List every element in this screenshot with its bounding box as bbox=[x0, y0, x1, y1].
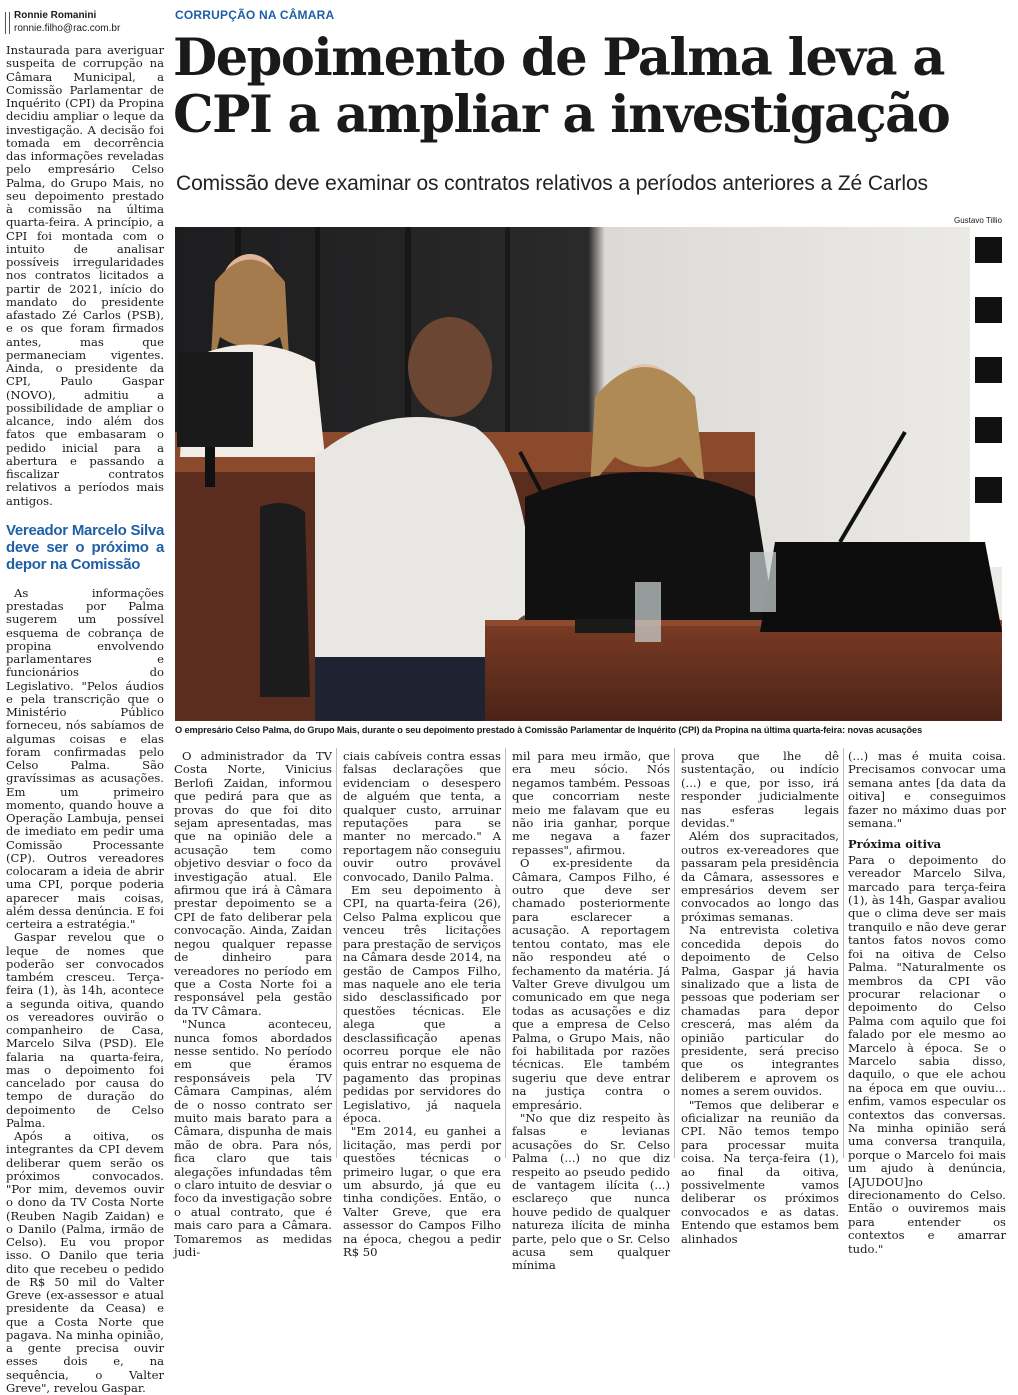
column-rule bbox=[505, 748, 506, 1158]
paragraph: "Em 2014, eu ganhei a licitação, mas perdi por questões técnicas o primeiro lugar, o que era um absurdo, já que eu tinha condições. Então, o Valter Greve, que era assessor do Campos Filho na época, chegou a pedir R$ 50 bbox=[343, 1124, 501, 1260]
paragraph: O ex-presidente da Câmara, Campos Filho, é outro que deve ser chamado posteriormente para esclarecer a acusação. A reportagem tentou contato, mas ele não respondeu até o fechamento da matéria. Já Valter Greve divulgou um comunicado em que nega todas as acusações e diz que a empresa de Celso Palma, o Grupo Mais, não foi habilitada por razões técnicas. Ele também sugeriu que deve entrar na justiça contra o empresário. bbox=[512, 856, 670, 1112]
column-rule bbox=[674, 748, 675, 1158]
paragraph: mil para meu irmão, que era meu sócio. Nós negamos também. Pessoas que concorriam neste meio me falavam que eu não iria ganhar, porque me negava a fazer repasses", afirmou. bbox=[512, 749, 670, 857]
column-rule bbox=[843, 748, 844, 1158]
column-rule bbox=[336, 748, 337, 1158]
section-heading: Próxima oitiva bbox=[848, 837, 942, 852]
intro-paragraph: Instaurada para averiguar suspeita de corrupção na Câmara Municipal, a Comissão Parlamentar de Inquérito (CPI) da Propina decidiu ampliar o leque da investigação. A decisão foi tomada em decorrência das informações reveladas pelo empresário Celso Palma, do Grupo Mais, no seu depoimento prestado à comissão na última quarta-feira. A princípio, a CPI foi montada com o intuito de analisar possíveis irregularidades nos contratos licitados a partir de 2021, início do mandato do presidente afastado Zé Carlos (PSB), e os que foram firmados antes, mas que permaneciam vigentes. Ainda, o presidente da CPI, Paulo Gaspar (NOVO), admitiu a possibilidade de ampliar o alcance, indo além dos fatos que embasaram o pedido inicial para a abertura e passando a fiscalizar contratos relativos a períodos mais antigos. bbox=[6, 43, 164, 508]
paragraph: As informações prestadas por Palma sugerem um possível esquema de cobrança de propina envolvendo parlamentares e funcionários do Legislativo. "Pelos áudios e pela transcrição que o Ministério Público forneceu, nós sabíamos de algumas coisas e elas foram confirmadas pelo Celso Palma. São gravíssimas as acusações. Em um primeiro momento, quando houve a Operação Lambuja, pensei de imediato em pedir uma Comissão Processante (CP). Outros vereadores colocaram a ideia de abrir uma CPI, porque poderia aparecer mais coisas, além dessa denúncia. E foi certeira a estratégia." bbox=[6, 585, 164, 931]
author-email: ronnie.filho@rac.com.br bbox=[14, 23, 121, 34]
photo-credit: Gustavo Tillio bbox=[953, 216, 1002, 225]
photo-illustration bbox=[175, 227, 1002, 721]
paragraph: (...) mas é muita coisa. Precisamos convocar uma semana antes [da data da oitiva] e conseguimos fazer no máximo duas por semana." bbox=[848, 749, 1006, 831]
left-column bbox=[6, 44, 164, 1395]
column-5 bbox=[848, 750, 1006, 1256]
paragraph: ciais cabíveis contra essas falsas declarações que evidenciam o desespero de alguém que tenta, a qualquer custo, arruinar reputações para se manter no mercado." A reportagem não conseguiu ouvir outro provável convocado, Danilo Palma. bbox=[343, 749, 501, 884]
paragraph: "Nunca aconteceu, nunca fomos abordados nesse sentido. No período em que éramos responsáveis pela TV Câmara Campinas, além de o nosso contrato ser muito mais barato para a Câmara, dispunha de mais mão de obra. Para nós, fica claro que tais alegações infundadas têm o claro intuito de desviar o foco da investigação sobre o atual contrato, que é mais caro para a Câmara. Tomaremos as medidas judi- bbox=[174, 1017, 332, 1260]
headline: Depoimento de Palma leva a CPI a ampliar a investigação bbox=[173, 28, 950, 145]
paragraph: Em seu depoimento à CPI, na quarta-feira (26), Celso Palma explicou que venceu três licitações para prestação de serviços na Câmara desde 2014, na gestão de Campos Filho, mas naquele ano ele teria sido desclassificado por questões técnicas. Ele alega que a desclassificação apenas ocorreu porque ele não quis entrar no esquema de pagamento das propinas pedidas por servidores do Legislativo, já naquela época. bbox=[343, 883, 501, 1125]
section-kicker: CORRUPÇÃO NA CÂMARA bbox=[175, 8, 335, 22]
paragraph: Além dos supracitados, outros ex-vereadores que passaram pela presidência da Câmara, assessores e empresários devem ser convocados ao longo das próximas semanas. bbox=[681, 829, 839, 924]
subtitle: Comissão deve examinar os contratos relativos a períodos anteriores a Zé Carlos bbox=[176, 172, 928, 195]
photo-caption: O empresário Celso Palma, do Grupo Mais, durante o seu depoimento prestado à Comissão Parlamentar de Inquérito (CPI) da Propina na última quarta-feira: novas acusações bbox=[175, 725, 923, 735]
paragraph: Na entrevista coletiva concedida depois do depoimento de Celso Palma, Gaspar já havia sinalizado que a lista de pessoas que poderiam ser chamadas para depor crescerá, mas além da opinião particular do presidente, será preciso que os integrantes deliberem e aprovem os nomes a serem ouvidos. bbox=[681, 923, 839, 1099]
paragraph: O administrador da TV Costa Norte, Vinicius Berlofi Zaidan, informou que pedirá para que as provas do que foi dito sejam apresentadas, mas que na opinião dele a acusação tem como objetivo desviar o foco da investigação atual. Ele afirmou que irá à Câmara prestar depoimento se a CPI de fato deliberar pela convocação. Ainda, Zaidan negou qualquer repasse de dinheiro para vereadores no período em que a Costa Norte foi a responsável pela gestão da TV Câmara. bbox=[174, 749, 332, 1018]
section-subhead: Vereador Marcelo Silva deve ser o próximo a depor na Comissão bbox=[6, 521, 164, 573]
paragraph: "Temos que deliberar e oficializar na reunião da CPI. Não temos tempo para processar muita coisa. Na terça-feira (1), ao final da oitiva, possivelmente vamos deliberar os próximos convocados e as datas. Entendo que estamos bem alinhados bbox=[681, 1097, 839, 1246]
column-4 bbox=[681, 750, 839, 1246]
column-3 bbox=[512, 750, 670, 1273]
column-2 bbox=[343, 750, 501, 1259]
paragraph: Para o depoimento do vereador Marcelo Silva, marcado para terça-feira (1), às 14h, Gaspar avaliou que o clima deve ser mais tranquilo e não deve gerar tantos fatos novos como foi na oitiva de Celso Palma. "Naturalmente os membros da CPI vão procurar relacionar o depoimento do Celso Palma com aquilo que foi falado por ele mesmo ao Marcelo à época. Se o Marcelo sabia disso, daquilo, o que ele achou na época em que ouviu... enfim, vamos especular os contextos das conversas. Na minha opinião será uma conversa tranquila, porque o Marcelo foi mais um ajudo à denúncia, [AJUDOU]no direcionamento do Celso. Então o ouviremos mais para entender os contextos e amarrar tudo." bbox=[848, 852, 1006, 1256]
paragraph: prova que lhe dê sustentação, ou indício (...) e que, por isso, irá responder judicialmente nas esferas legais devidas." bbox=[681, 749, 839, 831]
paragraph: Gaspar revelou que o leque de nomes que poderão ser convocados também cresceu. Terça-feira (1), às 14h, acontece a segunda oitiva, quando os vereadores ouvirão o companheiro de Casa, Marcelo Silva (PSD). Ele falaria na quarta-feira, mas o depoimento foi cancelado por causa do tempo de duração do depoimento de Celso Palma. bbox=[6, 930, 164, 1130]
author-name: Ronnie Romanini bbox=[14, 10, 97, 21]
column-1 bbox=[174, 750, 332, 1259]
paragraph: "No que diz respeito às falsas e levianas acusações do Sr. Celso Palma (...) no que diz respeito ao pseudo pedido de vantagem ilícita (...) esclareço que nunca houve pedido de qualquer natureza ilícita de minha parte, pelo que o Sr. Celso acusa sem qualquer mínima bbox=[512, 1110, 670, 1273]
paragraph: Após a oitiva, os integrantes da CPI devem deliberar quem serão os próximos convocados. "Por mim, devemos ouvir o dono da TV Costa Norte (Reuben Nagib Zaidan) e o Danilo (Palma, irmão de Celso). Eu vou propor isso. O Danilo que teria dito que recebeu o pedido de R$ 50 mil do Valter Greve (ex-assessor e atual presidente da Ceasa) e que a Costa Norte que pagava. Na minha opinião, a gente precisa ouvir esses dois e, na sequência, o Valter Greve", revelou Gaspar. bbox=[6, 1129, 164, 1395]
byline-bar bbox=[5, 12, 10, 34]
article-photo bbox=[175, 227, 1002, 721]
